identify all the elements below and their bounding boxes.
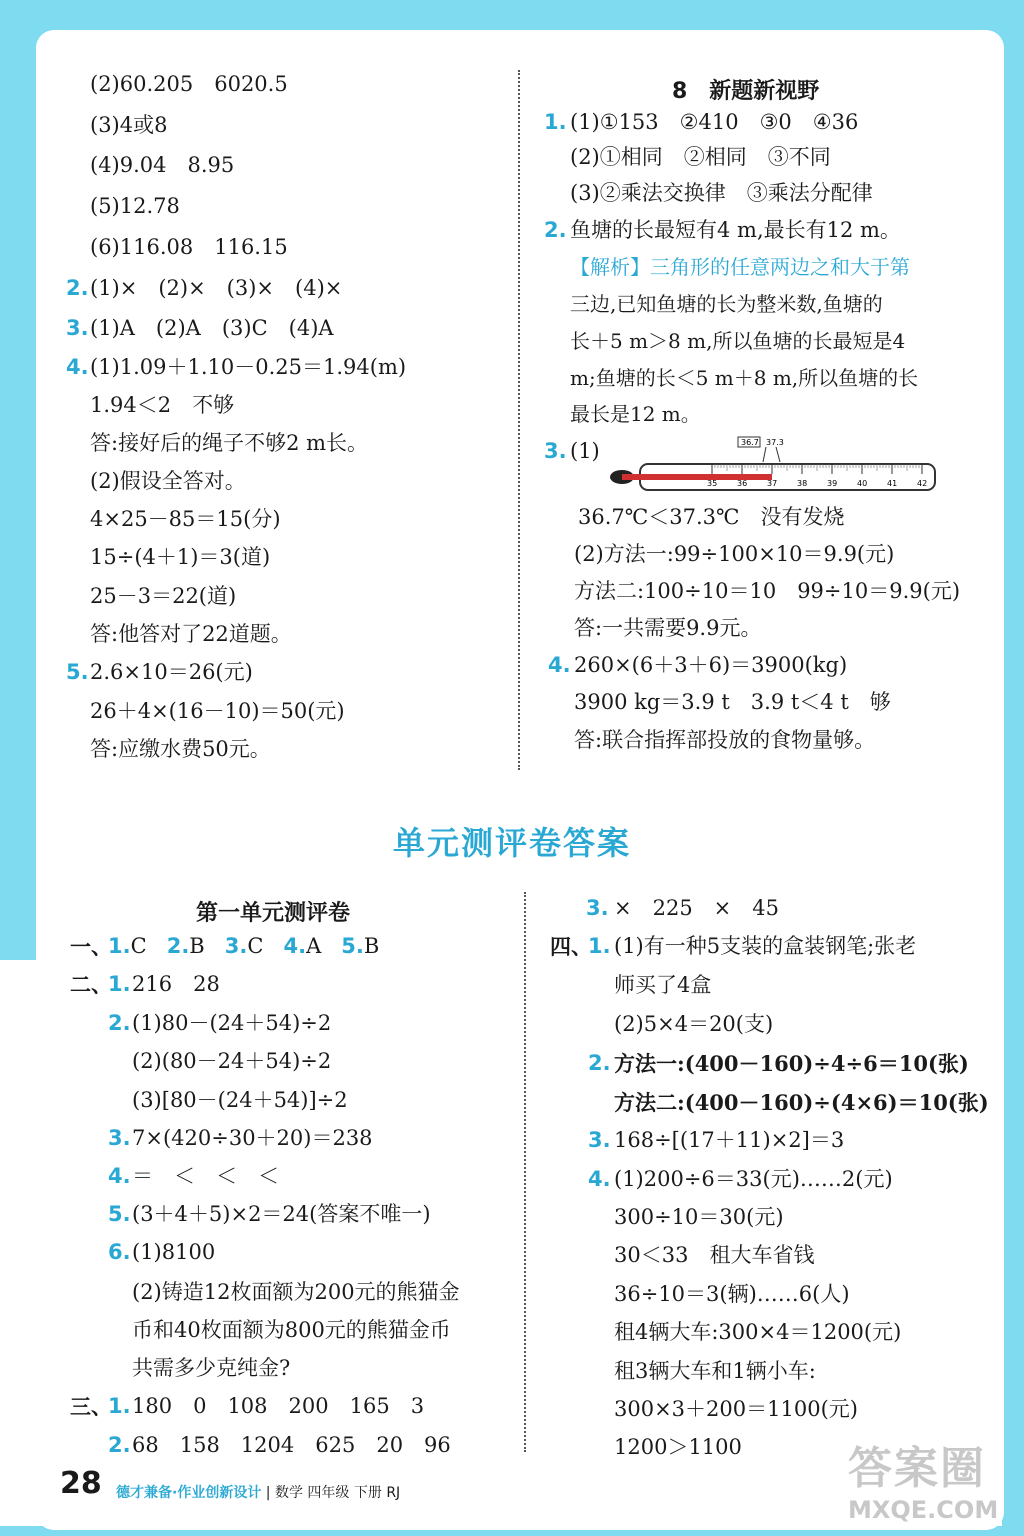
answer-line: (2)铸造12枚面额为200元的熊猫金 xyxy=(132,1280,460,1304)
answer-line: (2)(80－24＋54)÷2 xyxy=(132,1049,332,1073)
choice-answers xyxy=(108,936,379,957)
answer-line: (3)[80－(24＋54)]÷2 xyxy=(132,1088,348,1112)
part-label: 三、 xyxy=(70,1394,112,1419)
answer-line: × 225 × 45 xyxy=(614,896,779,920)
choice-letter: B xyxy=(363,934,380,958)
watermark-url: MXQE.COM xyxy=(848,1496,999,1524)
question-number: 1. xyxy=(588,934,611,958)
answer-line: (3)②乘法交换律 ③乘法分配律 xyxy=(570,181,873,205)
reading-arrow xyxy=(776,447,780,462)
part-label: 一、 xyxy=(70,934,112,959)
volume: 下册 xyxy=(353,1485,382,1501)
series-name: 德才兼备·作业创新设计 xyxy=(116,1485,262,1501)
analysis-line: 长＋5 m＞8 m,所以鱼塘的长最短是4 xyxy=(570,329,906,353)
answer-line: (1)1.09＋1.10－0.25＝1.94(m) xyxy=(90,355,407,379)
subject: 数学 xyxy=(274,1485,303,1501)
answer-line: 68 158 1204 625 20 96 xyxy=(132,1433,451,1457)
scale-label: 38 xyxy=(797,479,808,488)
question-number: 3. xyxy=(586,896,609,920)
question-number: 4. xyxy=(283,934,307,958)
answer-line: (2)60.205 6020.5 xyxy=(90,72,288,96)
answer-line: 216 28 xyxy=(132,972,220,996)
thermometer-reading-label: 36.7 xyxy=(741,438,759,447)
page-number: 28 xyxy=(60,1466,102,1501)
question-number: 4. xyxy=(66,355,89,379)
answer-line: 168÷[(17＋11)×2]＝3 xyxy=(614,1128,845,1152)
section-title: 单元测评卷答案 xyxy=(392,824,631,862)
answer-line: (2)假设全答对。 xyxy=(90,469,246,493)
answer-line: 26＋4×(16－10)＝50(元) xyxy=(90,699,345,723)
scale-label: 42 xyxy=(917,479,928,488)
thermometer-figure xyxy=(608,436,938,496)
scale-label: 40 xyxy=(857,479,868,488)
grade: 四年级 xyxy=(307,1485,350,1501)
question-number: 1. xyxy=(108,1394,131,1418)
answer-line: 180 0 108 200 165 3 xyxy=(132,1394,425,1418)
answer-line: (1) xyxy=(570,439,600,463)
answer-line: (1)200÷6＝33(元)……2(元) xyxy=(614,1167,893,1191)
question-number: 3. xyxy=(66,316,89,340)
answer-line: (1)A (2)A (3)C (4)A xyxy=(90,316,334,340)
question-number: 6. xyxy=(108,1240,131,1264)
answer-line: 方法一:(400－160)÷4÷6＝10(张) xyxy=(614,1051,969,1076)
question-number: 4. xyxy=(588,1167,611,1191)
question-number: 3. xyxy=(588,1128,611,1152)
answer-line: 1.94＜2 不够 xyxy=(90,393,235,417)
answer-line: 答:一共需要9.9元。 xyxy=(574,616,762,640)
question-number: 2. xyxy=(108,1433,131,1457)
analysis-line: m;鱼塘的长＜5 m＋8 m,所以鱼塘的长 xyxy=(570,366,919,390)
analysis-text: 三角形的任意两边之和大于第 xyxy=(650,255,910,279)
question-number: 4. xyxy=(108,1164,131,1188)
answer-line: 2.6×10＝26(元) xyxy=(90,660,253,684)
section-heading: 8 新题新视野 xyxy=(672,79,820,104)
question-number: 3. xyxy=(224,934,248,958)
answer-line: (2)5×4＝20(支) xyxy=(614,1012,774,1036)
answer-line: 30＜33 租大车省钱 xyxy=(614,1243,815,1267)
answer-line: 25－3＝22(道) xyxy=(90,584,237,608)
choice-letter: A xyxy=(306,934,322,958)
part-label: 二、 xyxy=(70,972,112,997)
answer-line: 7×(420÷30＋20)＝238 xyxy=(132,1126,373,1150)
answer-line: (6)116.08 116.15 xyxy=(90,235,288,259)
scale-label: 37 xyxy=(767,479,778,488)
answer-line: 300×3＋200＝1100(元) xyxy=(614,1397,858,1421)
answer-line: 答:接好后的绳子不够2 m长。 xyxy=(90,431,369,455)
watermark xyxy=(848,1432,998,1524)
thermometer-reading-label: 37.3 xyxy=(766,438,784,447)
scale-label: 39 xyxy=(827,479,838,488)
scale-label: 36 xyxy=(737,479,748,488)
question-number: 2. xyxy=(544,218,567,242)
question-number: 1. xyxy=(108,972,131,996)
question-number: 1. xyxy=(108,934,131,958)
choice-letter: C xyxy=(247,934,264,958)
answer-line: 币和40枚面额为800元的熊猫金币 xyxy=(132,1318,451,1342)
question-number: 2. xyxy=(166,934,190,958)
question-number: 2. xyxy=(588,1051,611,1075)
page-frame-right xyxy=(1002,0,1024,1536)
answer-line: (5)12.78 xyxy=(90,194,180,218)
choice-letter: C xyxy=(130,934,147,958)
choice-letter: B xyxy=(189,934,205,958)
part-label: 四、 xyxy=(550,934,592,959)
answer-line: (1)①153 ②410 ③0 ④36 xyxy=(570,110,859,134)
answer-line: ＝ ＜ ＜ ＜ xyxy=(132,1164,279,1188)
answer-line: 鱼塘的长最短有4 m,最长有12 m。 xyxy=(570,218,901,242)
answer-line: 36.7℃＜37.3℃ 没有发烧 xyxy=(578,505,845,529)
reading-arrow xyxy=(763,447,766,462)
answer-line: (2)方法一:99÷100×10＝9.9(元) xyxy=(574,542,895,566)
question-number: 1. xyxy=(544,110,567,134)
question-number: 3. xyxy=(108,1126,131,1150)
answer-line: 36÷10＝3(辆)……6(人) xyxy=(614,1282,850,1306)
analysis-line: 三边,已知鱼塘的长为整米数,鱼塘的 xyxy=(570,292,883,316)
scale-label: 35 xyxy=(707,479,718,488)
answer-line: 租3辆大车和1辆小车: xyxy=(614,1359,816,1383)
unit-title: 第一单元测评卷 xyxy=(196,901,351,926)
answer-line: 租4辆大车:300×4＝1200(元) xyxy=(614,1320,902,1344)
edition: RJ xyxy=(386,1485,401,1501)
answer-line: 方法二:(400－160)÷(4×6)＝10(张) xyxy=(614,1090,989,1115)
column-divider-top xyxy=(518,70,520,770)
answer-line: 共需多少克纯金? xyxy=(132,1356,291,1380)
question-number: 5. xyxy=(108,1202,131,1226)
answer-line: (1)8100 xyxy=(132,1240,216,1264)
thermometer-mercury xyxy=(622,474,772,480)
answer-line: 答:联合指挥部投放的食物量够。 xyxy=(574,728,876,752)
answer-line: 方法二:100÷10＝10 99÷10＝9.9(元) xyxy=(574,579,961,603)
answer-line: (3＋4＋5)×2＝24(答案不唯一) xyxy=(132,1202,431,1226)
question-number: 5. xyxy=(341,934,364,958)
question-number: 4. xyxy=(548,653,571,677)
analysis-line xyxy=(570,257,910,277)
analysis-tag: 【解析】 xyxy=(570,255,650,279)
question-number: 2. xyxy=(66,276,89,300)
answer-line: 15÷(4＋1)＝3(道) xyxy=(90,545,271,569)
answer-line: (3)4或8 xyxy=(90,113,168,137)
column-divider-bottom xyxy=(524,892,526,1452)
answer-line: 1200＞1100 xyxy=(614,1435,742,1459)
answer-line: 4×25－85＝15(分) xyxy=(90,507,281,531)
answer-line: 3900 kg＝3.9 t 3.9 t＜4 t 够 xyxy=(574,690,891,714)
watermark-text: 答案圈 xyxy=(848,1443,986,1494)
footer-series xyxy=(116,1482,400,1502)
answer-line: 师买了4盒 xyxy=(614,973,712,997)
answer-line: (2)①相同 ②相同 ③不同 xyxy=(570,145,831,169)
question-number: 2. xyxy=(108,1011,131,1035)
answer-line: (1)80－(24＋54)÷2 xyxy=(132,1011,332,1035)
answer-line: 260×(6＋3＋6)＝3900(kg) xyxy=(574,653,848,677)
analysis-line: 最长是12 m。 xyxy=(570,402,701,426)
question-number: 5. xyxy=(66,660,89,684)
answer-line: 答:他答对了22道题。 xyxy=(90,622,292,646)
scale-label: 41 xyxy=(887,479,898,488)
answer-line: 答:应缴水费50元。 xyxy=(90,737,271,761)
answer-line: (1)× (2)× (3)× (4)× xyxy=(90,276,343,300)
answer-line: 300÷10＝30(元) xyxy=(614,1205,784,1229)
question-number: 3. xyxy=(544,439,567,463)
footer-separator: | xyxy=(265,1485,271,1501)
answer-line: (4)9.04 8.95 xyxy=(90,153,235,177)
answer-line: (1)有一种5支装的盒装钢笔;张老 xyxy=(614,934,917,958)
